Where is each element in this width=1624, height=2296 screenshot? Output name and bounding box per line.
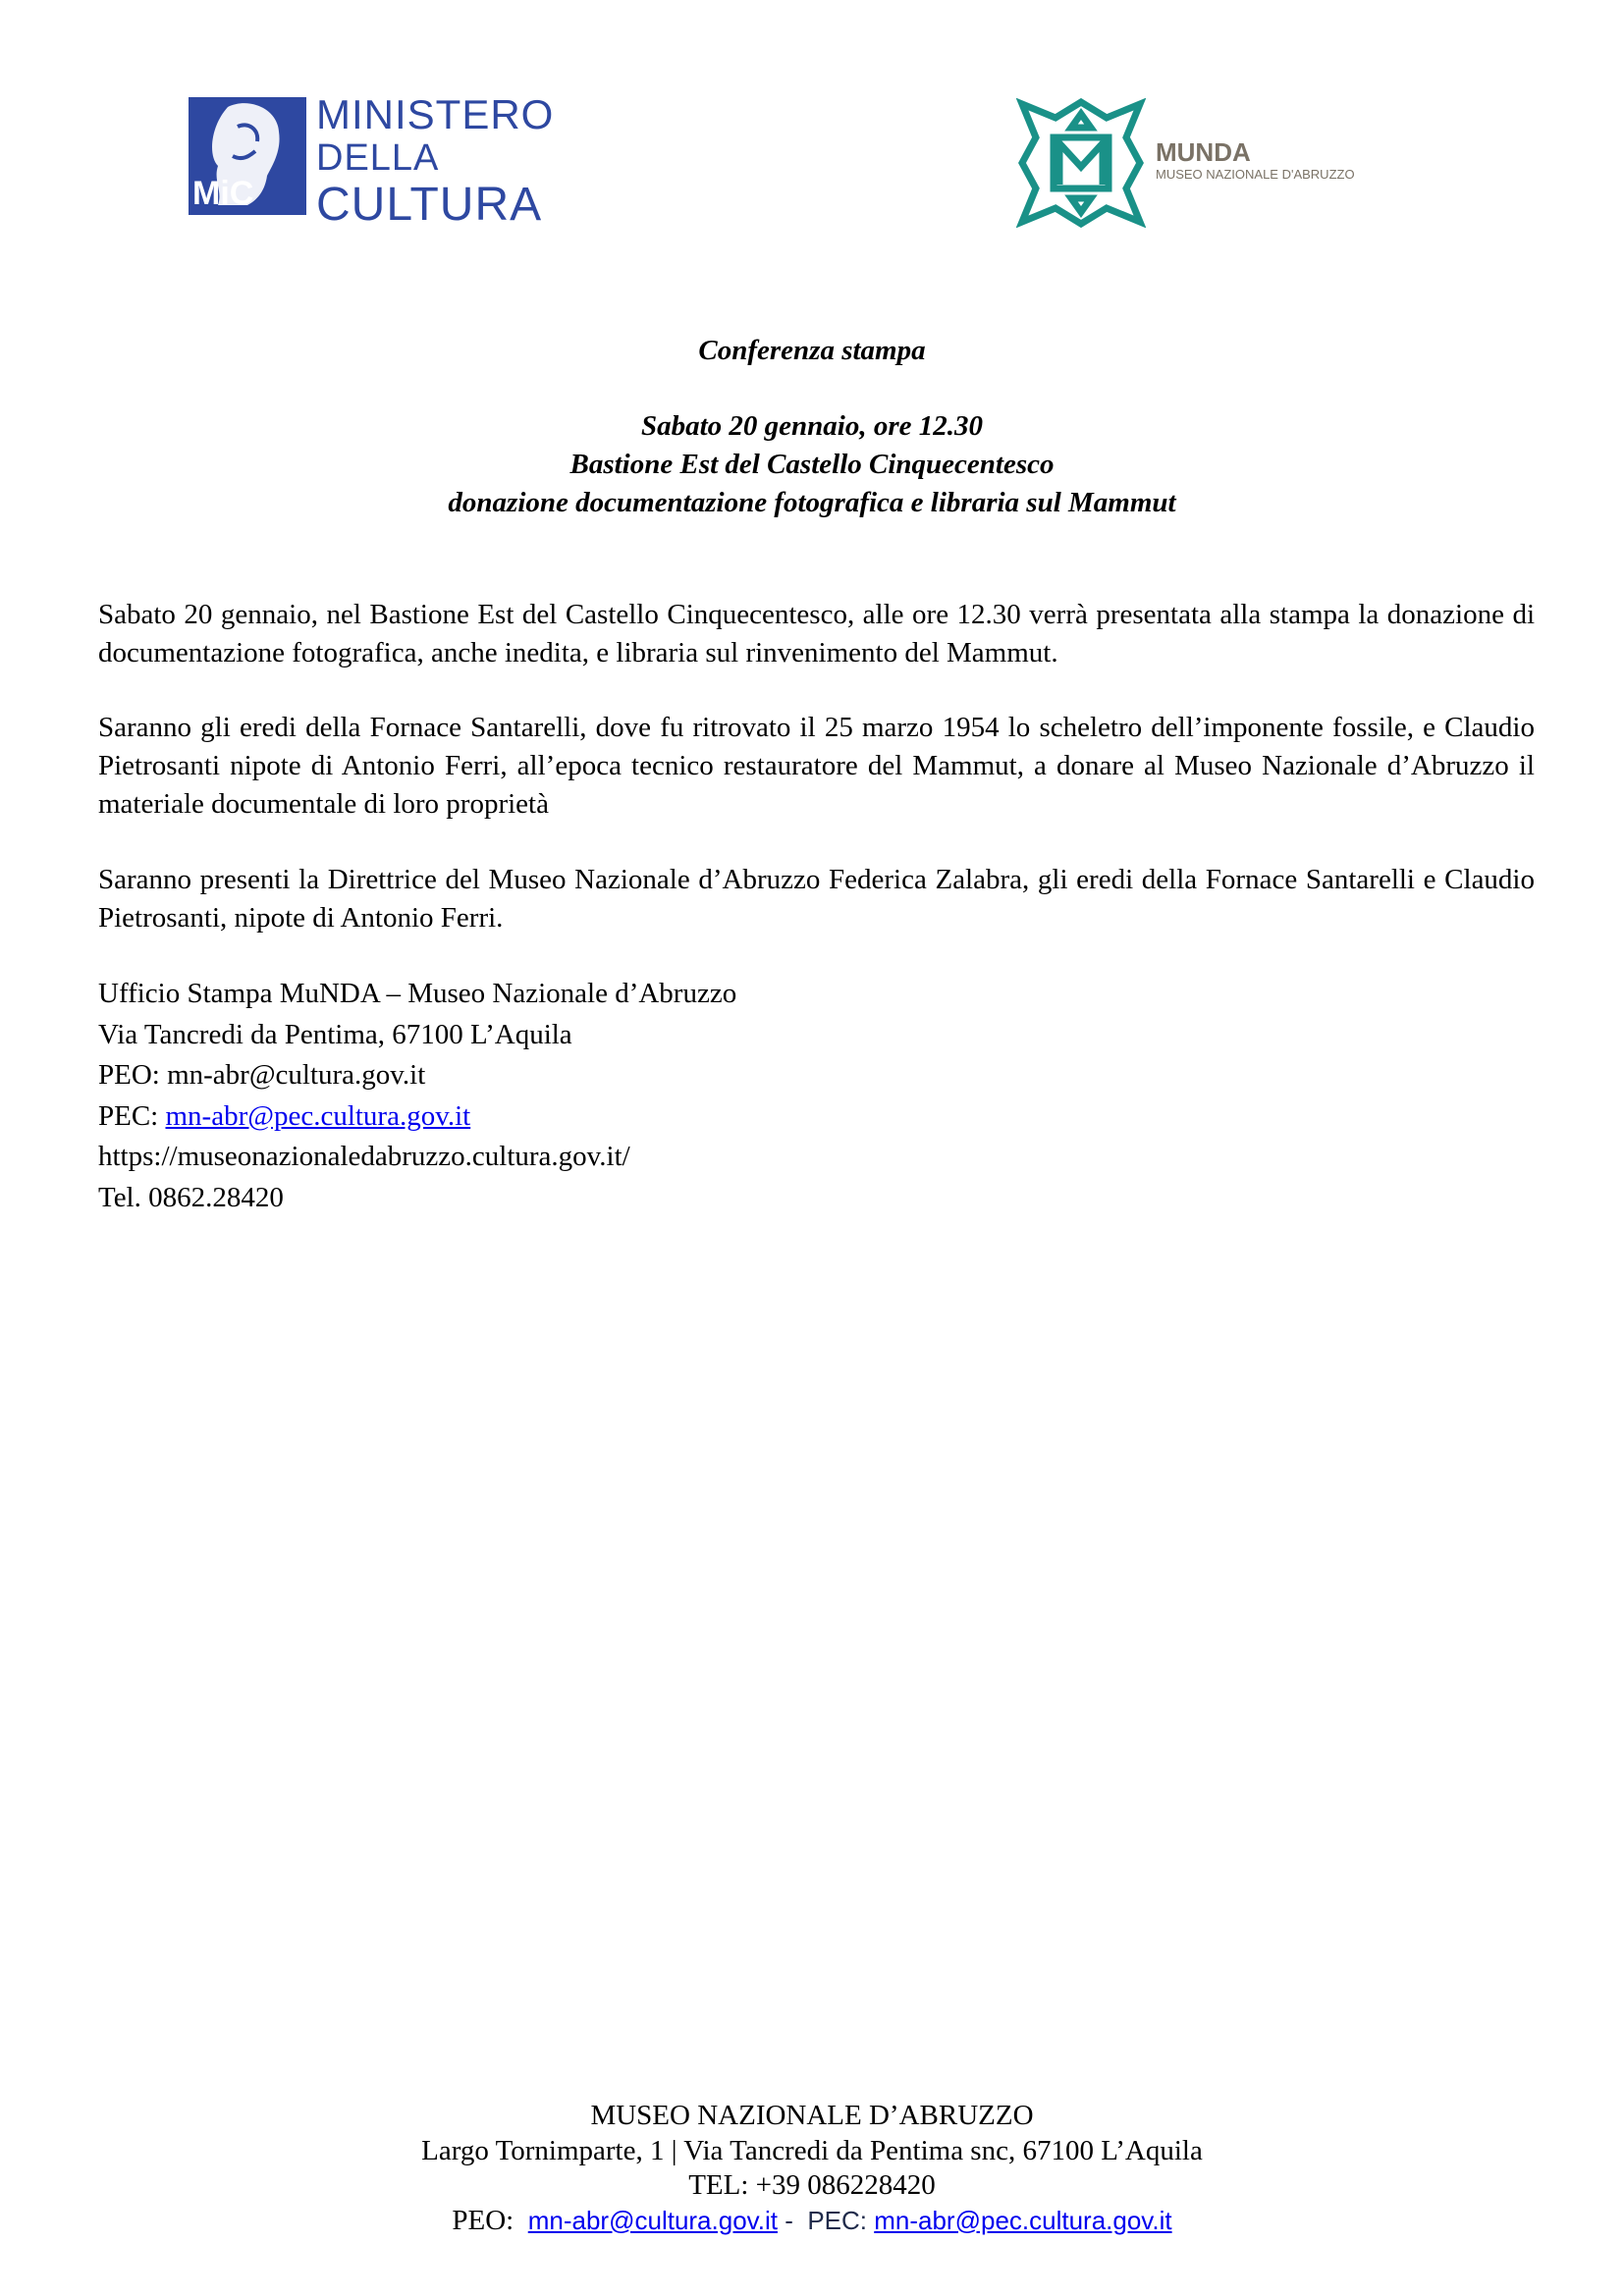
title: Conferenza stampa [698,335,926,366]
footer-name: MUSEO NAZIONALE D’ABRUZZO [590,2100,1034,2131]
event-date: Sabato 20 gennaio, ore 12.30 [640,410,984,442]
pec-label: PEC: [98,1099,166,1132]
pec-line [98,1096,736,1138]
munda-name: MUNDA [1156,137,1251,167]
paragraph: Saranno presenti la Direttrice del Museo Nazionale d’Abruzzo Federica Zalabra, gli eredi della Fornace Santarelli e Claudio Pietrosanti, nipote di Antonio Ferri. [98,864,1535,934]
mic-line: MINISTERO [316,91,555,137]
footer [0,2099,1624,2238]
press-office: Ufficio Stampa MuNDA – Museo Nazionale d’Abruzzo [98,978,737,1009]
munda-emblem-icon [1016,98,1146,228]
footer-peo-link[interactable]: mn-abr@cultura.gov.it [527,2205,778,2235]
peo-email: mn-abr@cultura.gov.it [167,1059,426,1091]
mic-initials: MiC [192,175,254,212]
mic-logo-mark [189,97,306,215]
mic-line: DELLA [316,137,440,179]
footer-pec-label: PEC: [807,2205,875,2235]
mic-line: CULTURA [316,179,543,231]
mic-logo-text [316,93,554,231]
munda-subtitle: MUSEO NAZIONALE D'ABRUZZO [1156,167,1355,182]
footer-emails [0,2204,1624,2239]
contact-block [98,974,736,1218]
footer-address: Largo Tornimparte, 1 | Via Tancredi da Pentima snc, 67100 L’Aquila [421,2134,1203,2166]
footer-separator: - [777,2205,808,2235]
event-subject: donazione documentazione fotografica e libraria sul Mammut [448,487,1176,518]
pec-email-link[interactable]: mn-abr@pec.cultura.gov.it [165,1099,471,1132]
paragraph: Saranno gli eredi della Fornace Santarelli, dove fu ritrovato il 25 marzo 1954 lo scheletro dell’imponente fossile, e Claudio Pietrosanti nipote di Antonio Ferri, all’epoca tecnico restauratore del Mammut, a donare al Museo Nazionale d’Abruzzo il materiale documentale di loro proprietà [98,712,1535,820]
footer-tel: TEL: +39 086228420 [688,2169,936,2201]
office-address: Via Tancredi da Pentima, 67100 L’Aquila [98,1018,572,1050]
website: https://museonazionaledabruzzo.cultura.gov.it/ [98,1141,630,1172]
paragraph: Sabato 20 gennaio, nel Bastione Est del Castello Cinquecentesco, alle ore 12.30 verrà presentata alla stampa la donazione di documentazione fotografica, anche inedita, e libraria sul rinvenimento del Mammut. [98,599,1535,668]
footer-peo-label: PEO: [452,2204,528,2236]
event-place: Bastione Est del Castello Cinquecentesco [569,449,1055,480]
telephone: Tel. 0862.28420 [98,1181,284,1213]
peo-label: PEO: [98,1059,168,1091]
peo-line [98,1055,736,1096]
footer-pec-link[interactable]: mn-abr@pec.cultura.gov.it [874,2205,1172,2235]
